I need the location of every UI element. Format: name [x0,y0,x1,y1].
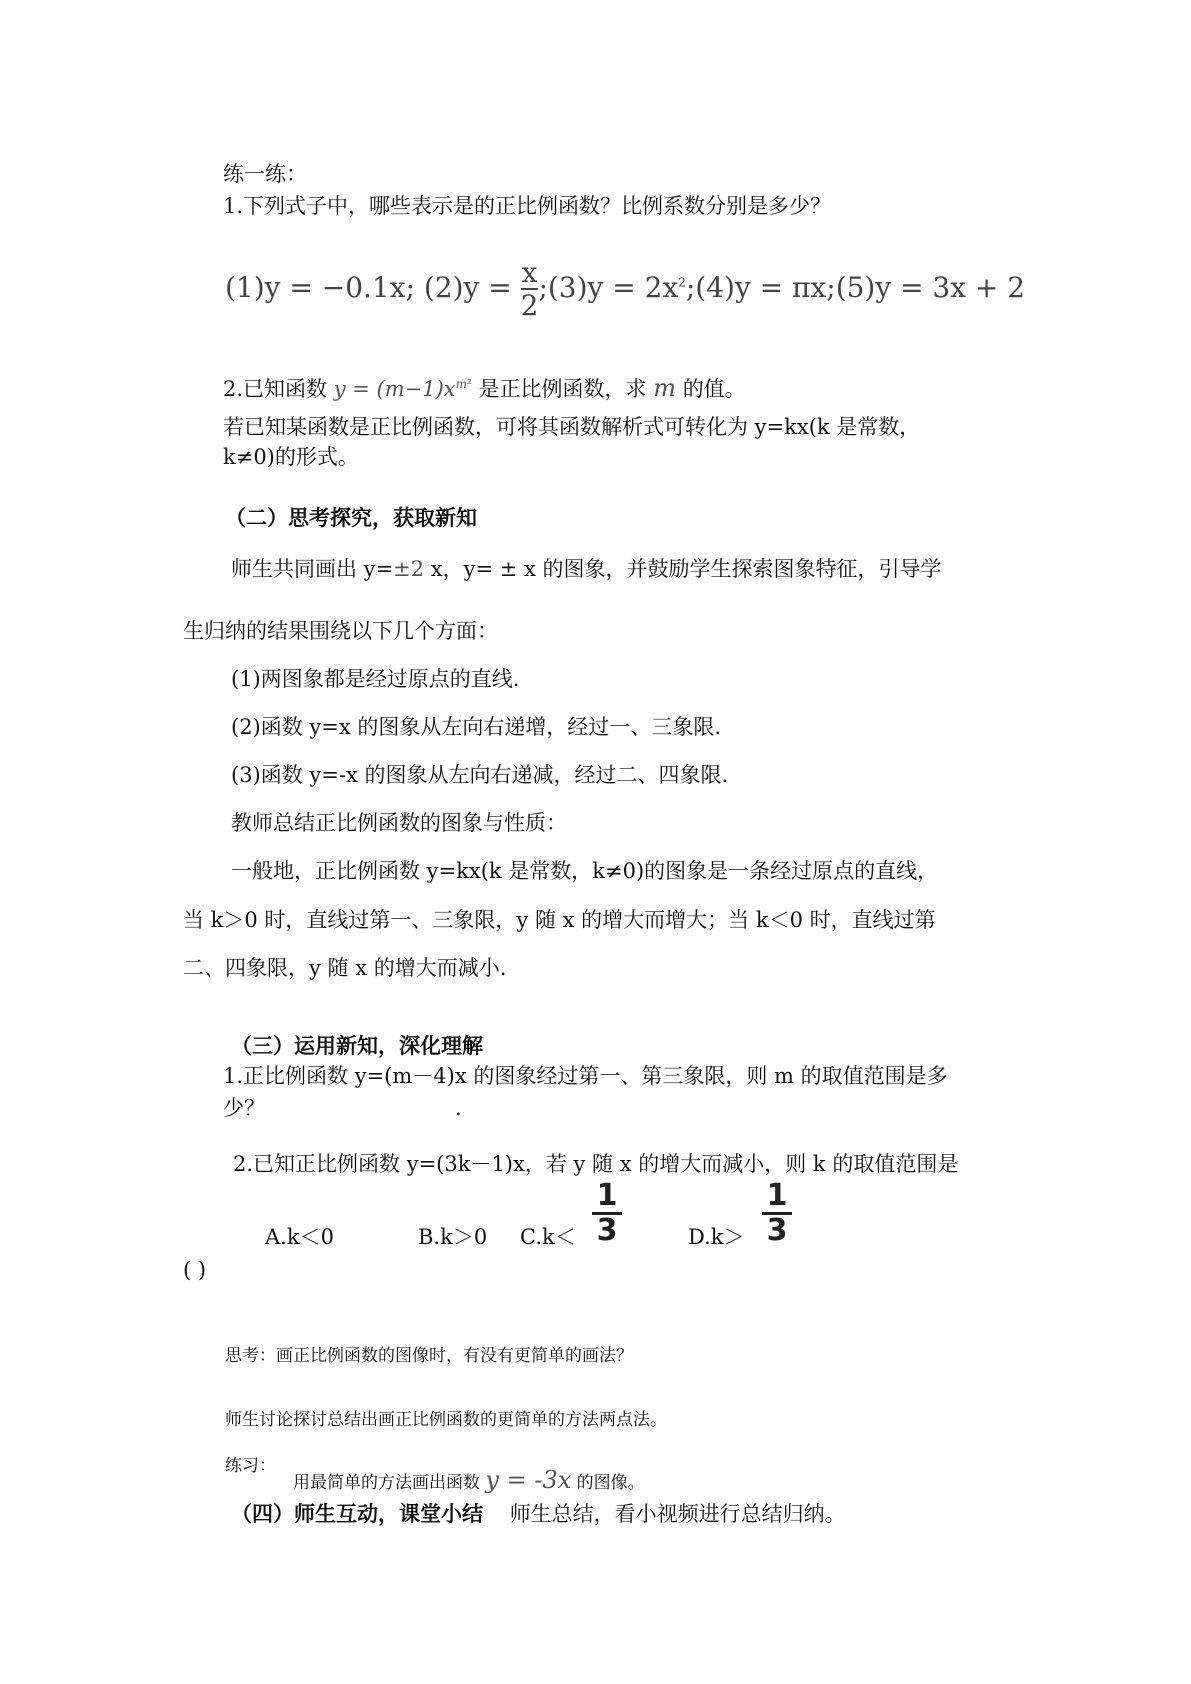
section-3-heading: （三）运用新知，深化理解 [231,1033,483,1058]
section-2-general-line-1: 一般地，正比例函数 y=kx(k 是常数，k≠0)的图象是一条经过原点的直线， [231,859,939,883]
option-c-fraction-denominator: 3 [596,1213,618,1248]
formula-part-2: (2)y = [423,270,512,304]
option-d-fraction-denominator: 3 [766,1213,788,1248]
option-c-fraction-numerator: 1 [596,1178,618,1213]
section-2-general-line-3: 二、四象限，y 随 x 的增大而减小. [183,956,507,980]
q2-middle: 是正比例函数，求 [478,377,647,401]
think-question: 思考：画正比例函数的图像时，有没有更简单的画法？ [225,1346,633,1366]
section-3-question-2: 2.已知正比例函数 y=(3k－1)x，若 y 随 x 的增大而减小，则 k 的取值范围是 [233,1152,959,1176]
section-2-item-1: (1)两图象都是经过原点的直线. [231,667,520,691]
practice-note-line-2: k≠0)的形式。 [223,445,359,469]
option-c: C.k＜ [520,1225,576,1249]
s2p1-part-c: x，y= ± x 的图象，并鼓励学生探索图象特征，引导学 [424,557,942,581]
think-answer: 师生讨论探讨总结出画正比例函数的更简单的方法两点法。 [225,1410,667,1430]
section-2-paragraph-2: 生归纳的结果围绕以下几个方面： [183,619,498,643]
formula-part-4: ;(4)y = πx; [685,270,836,304]
formula-part-3-exponent: 2 [678,275,686,290]
section-2-summary: 教师总结正比例函数的图象与性质： [231,811,567,835]
option-d-fraction-numerator: 1 [766,1178,788,1213]
formula-fraction-numerator: x [521,256,538,289]
section-4-heading: （四）师生互动，课堂小结 [231,1501,483,1526]
option-d: D.k＞ [688,1225,745,1249]
section-2-paragraph-1 [231,555,942,583]
q2-expression-base: y = (m−1)x [333,377,456,401]
section-2-item-2: (2)函数 y=x 的图象从左向右递增，经过一、三象限. [231,715,722,739]
option-c-fraction [592,1178,622,1248]
formula-fraction-denominator: 2 [520,289,539,323]
s2p1-part-a: 师生共同画出 y= [231,557,394,581]
section-3-question-1-line-2: 少？ [223,1096,265,1120]
exercise-text [293,1466,645,1497]
formula-part-3: ;(3)y = 2x [538,270,679,304]
s2p1-plus-minus-2: ±2 [393,557,425,581]
practice-question-2 [223,370,746,403]
q2-suffix: 的值。 [682,377,746,401]
practice-formula [225,258,1025,321]
answer-parentheses: ( ) [183,1258,207,1282]
exercise-function: y = -3x [485,1466,572,1494]
option-d-fraction [762,1178,792,1248]
section-2-general-line-2: 当 k＞0 时，直线过第一、三象限，y 随 x 的增大而增大；当 k＜0 时，直线过第 [183,908,936,932]
practice-note-line-1: 若已知某函数是正比例函数，可将其函数解析式可转化为 y=kx(k 是常数， [223,415,921,439]
section-3-answer-blank-dot: . [455,1096,462,1120]
option-a: A.k＜0 [265,1225,334,1249]
section-4-text: 师生总结，看小视频进行总结归纳。 [509,1502,846,1526]
section-4-line [231,1500,846,1528]
q2-function-expression [334,377,472,401]
exercise-prefix: 用最简单的方法画出函数 [293,1473,480,1493]
practice-heading: 练一练： [223,162,307,186]
option-b: B.k＞0 [418,1225,488,1249]
practice-question-1: 1.下列式子中，哪些表示是的正比例函数？比例系数分别是多少？ [223,194,832,218]
section-3-question-1-line-1: 1.正比例函数 y=(m－4)x 的图象经过第一、第三象限，则 m 的取值范围是多 [223,1064,948,1088]
q2-prefix: 2.已知函数 [223,377,328,401]
q2-variable: m [653,374,676,402]
formula-part-1: (1)y = −0.1x; [225,270,415,304]
exercise-label: 练习： [225,1456,276,1476]
exercise-suffix: 的图像。 [576,1473,645,1493]
q2-expression-exponent: m² [455,377,472,391]
formula-part-5: (5)y = 3x + 2 [835,270,1026,304]
section-2-item-3: (3)函数 y=-x 的图象从左向右递减，经过二、四象限. [231,763,729,787]
formula-fraction [521,258,539,321]
section-2-heading: （二）思考探究，获取新知 [225,505,477,530]
